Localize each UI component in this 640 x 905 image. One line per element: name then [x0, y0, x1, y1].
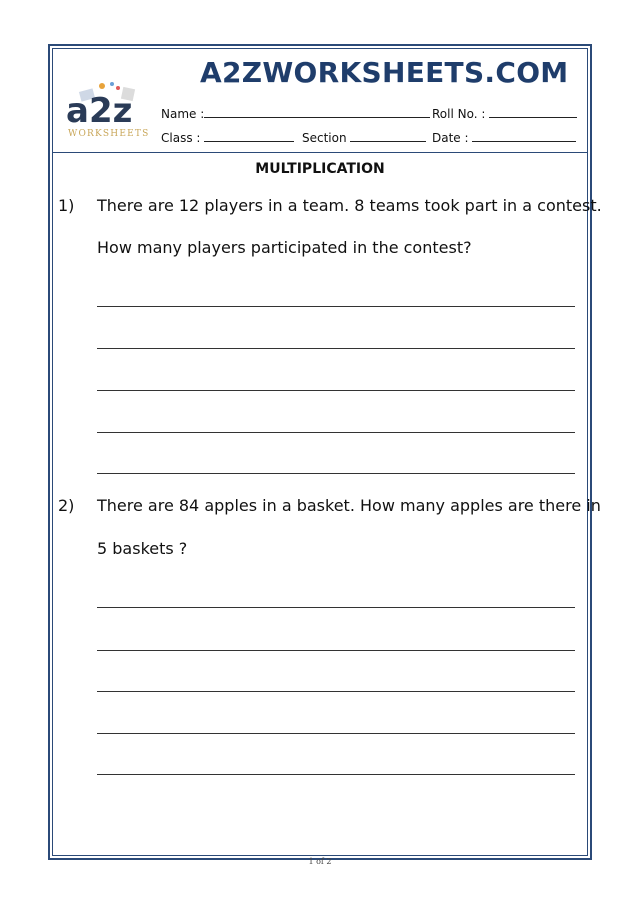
date-blank[interactable] — [472, 130, 576, 142]
answer-line[interactable] — [97, 607, 575, 608]
answer-line[interactable] — [97, 774, 575, 775]
class-label: Class : — [161, 131, 201, 145]
answer-line[interactable] — [97, 390, 575, 391]
question-number: 1) — [58, 196, 75, 215]
roll-field — [432, 106, 577, 121]
section-label: Section — [302, 131, 347, 145]
class-blank[interactable] — [204, 130, 294, 142]
name-field — [161, 106, 430, 121]
answer-line[interactable] — [97, 306, 575, 307]
question-text: How many players participated in the contest? — [97, 238, 472, 257]
roll-blank[interactable] — [489, 106, 577, 118]
question-number: 2) — [58, 496, 75, 515]
answer-line[interactable] — [97, 650, 575, 651]
roll-label: Roll No. : — [432, 107, 486, 121]
date-field — [432, 130, 576, 145]
question-text: There are 12 players in a team. 8 teams took part in a contest. — [97, 196, 602, 215]
answer-line[interactable] — [97, 733, 575, 734]
a2z-logo-icon — [62, 78, 152, 140]
answer-line[interactable] — [97, 473, 575, 474]
date-label: Date : — [432, 131, 469, 145]
worksheet-title: MULTIPLICATION — [255, 161, 385, 177]
class-field — [161, 130, 294, 145]
name-blank[interactable] — [204, 106, 430, 118]
question-text: There are 84 apples in a basket. How many apples are there in — [97, 496, 601, 515]
header-divider — [52, 152, 588, 153]
name-label: Name : — [161, 107, 205, 121]
answer-line[interactable] — [97, 348, 575, 349]
answer-line[interactable] — [97, 691, 575, 692]
question-text: 5 baskets ? — [97, 539, 188, 558]
page-number: 1 of 2 — [308, 857, 332, 866]
section-field — [302, 130, 426, 145]
section-blank[interactable] — [350, 130, 426, 142]
logo-letters: a2z — [66, 91, 133, 131]
answer-line[interactable] — [97, 432, 575, 433]
site-title: A2ZWORKSHEETS.COM — [200, 56, 569, 89]
logo-text: WORKSHEETS — [68, 129, 150, 139]
